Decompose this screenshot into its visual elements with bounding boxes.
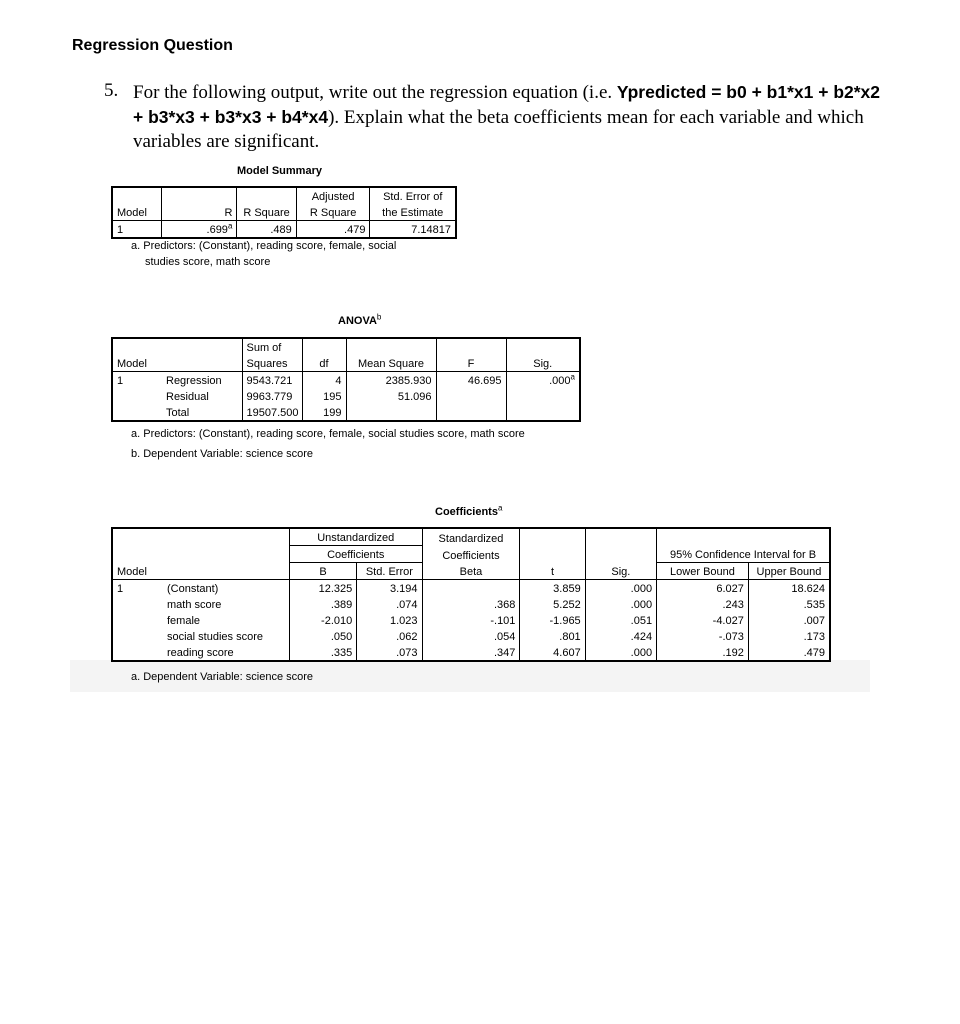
- coefficients-table: [111, 527, 831, 662]
- coef-sig: .424: [585, 628, 656, 644]
- coef-se: 1.023: [357, 612, 422, 628]
- anova-ss: 9963.779: [242, 388, 302, 404]
- coef-upper: .173: [803, 631, 825, 643]
- anova-df: 4: [302, 372, 346, 389]
- coef-label: (Constant): [163, 580, 289, 597]
- coef-row-math: [112, 596, 830, 612]
- ms-se: 7.14817: [411, 224, 451, 236]
- model-summary-header-row-2: [112, 204, 456, 221]
- model-summary-footnote-a: a. Predictors: (Constant), reading score, female, social: [131, 240, 397, 252]
- coef-b: .389: [289, 596, 356, 612]
- coef-b: .335: [289, 644, 356, 661]
- ms-header-adjusted: Adjusted: [296, 187, 370, 204]
- coef-sig: .000: [585, 580, 656, 597]
- page-heading: Regression Question: [72, 37, 233, 54]
- ms-header-se-1: Std. Error of: [383, 191, 443, 203]
- anova-header-row-1: [112, 338, 580, 355]
- anova-ss: 9543.721: [242, 372, 302, 389]
- coef-se: .074: [357, 596, 422, 612]
- ms-model: 1: [112, 221, 161, 239]
- coef-header-se: Std. Error: [357, 563, 422, 580]
- coef-upper: .535: [803, 599, 825, 611]
- ms-header-model: Model: [112, 204, 161, 221]
- anova-label: Residual: [162, 388, 242, 404]
- coef-lower: -4.027: [657, 612, 749, 628]
- ms-header-r: R: [161, 204, 237, 221]
- coef-header-upper: Upper Bound: [748, 563, 830, 580]
- coef-lower: .192: [657, 644, 749, 661]
- coef-upper: .007: [803, 615, 825, 627]
- coef-lower: .243: [657, 596, 749, 612]
- coef-header-lower: Lower Bound: [657, 563, 749, 580]
- anova-row-total: [112, 404, 580, 421]
- coef-t: -1.965: [520, 612, 585, 628]
- coef-label: social studies score: [163, 628, 289, 644]
- anova-f: [436, 404, 506, 421]
- ms-header-adj-rsq: R Square: [296, 204, 370, 221]
- ms-rsq: .489: [237, 221, 296, 239]
- coef-header-row-3: [112, 563, 830, 580]
- coef-upper: 18.624: [791, 583, 825, 595]
- coef-label: math score: [163, 596, 289, 612]
- coef-row-female: [112, 612, 830, 628]
- coef-beta: .347: [422, 644, 520, 661]
- anova-header-sig: Sig.: [506, 355, 580, 372]
- anova-model: 1: [117, 375, 124, 387]
- anova-f: [436, 388, 506, 404]
- coef-sig: .051: [585, 612, 656, 628]
- coef-b: .050: [289, 628, 356, 644]
- coef-header-unstd-2: Coefficients: [289, 546, 422, 563]
- coef-header-std-1: Standardized: [422, 528, 520, 546]
- anova-title: ANOVA$^b$: [338, 312, 382, 327]
- anova-ms: 51.096: [346, 388, 436, 404]
- anova-label: Total: [162, 404, 242, 421]
- coef-t: 3.859: [520, 580, 585, 597]
- anova-sig: [506, 404, 580, 421]
- anova-sig: [506, 388, 580, 404]
- coef-header-row-2: [112, 546, 830, 563]
- anova-label: Regression: [162, 372, 242, 389]
- coef-t: 4.607: [520, 644, 585, 661]
- coef-sig: .000: [585, 644, 656, 661]
- coef-beta: -.101: [422, 612, 520, 628]
- anova-table: [111, 337, 581, 422]
- anova-header-f: F: [436, 355, 506, 372]
- coef-beta: [422, 580, 520, 597]
- coef-sig: .000: [585, 596, 656, 612]
- ms-r: .699$^a$: [161, 221, 237, 239]
- anova-header-row-2: [112, 355, 580, 372]
- anova-sig: .000$^a$: [549, 372, 575, 387]
- anova-header-ss-1: Sum of: [242, 338, 302, 355]
- anova-row-regression: [112, 372, 580, 389]
- coef-header-beta: Beta: [422, 563, 520, 580]
- coefficients-title: Coefficients$^a$: [435, 503, 503, 518]
- coef-se: 3.194: [357, 580, 422, 597]
- model-summary-header-row-1: [112, 187, 456, 204]
- coef-t: .801: [520, 628, 585, 644]
- coef-se: .062: [357, 628, 422, 644]
- coef-row-social-studies: [112, 628, 830, 644]
- coef-lower: -.073: [657, 628, 749, 644]
- coef-header-unstd-1: Unstandardized: [289, 528, 422, 546]
- coef-row-reading: [112, 644, 830, 661]
- question-intro: For the following output, write out the regression equation (i.e.: [133, 82, 613, 103]
- coef-se: .073: [357, 644, 422, 661]
- anova-footnote-a: a. Predictors: (Constant), reading score, female, social studies score, math score: [131, 428, 525, 440]
- coef-row-constant: [112, 580, 830, 597]
- question-number: 5.: [104, 80, 119, 101]
- anova-f: 46.695: [436, 372, 506, 389]
- ms-header-rsq: R Square: [237, 204, 296, 221]
- anova-df: 199: [302, 404, 346, 421]
- coef-header-std-2: Coefficients: [422, 546, 520, 563]
- coef-upper: .479: [803, 647, 825, 659]
- anova-ms: [346, 404, 436, 421]
- question-text: [133, 80, 893, 154]
- coef-header-ci: 95% Confidence Interval for B: [657, 546, 830, 563]
- coef-header-model: Model: [112, 563, 163, 580]
- coefficients-footnote-a: a. Dependent Variable: science score: [131, 671, 314, 683]
- coef-beta: .054: [422, 628, 520, 644]
- model-summary-row: [112, 221, 456, 239]
- model-summary-table: [111, 186, 457, 239]
- coef-b: 12.325: [289, 580, 356, 597]
- anova-header-ss-2: Squares: [242, 355, 302, 372]
- ms-header-se-2: the Estimate: [370, 204, 456, 221]
- anova-ss: 19507.500: [242, 404, 302, 421]
- coef-header-b: B: [289, 563, 356, 580]
- coef-beta: .368: [422, 596, 520, 612]
- coef-model: 1: [117, 583, 124, 595]
- coef-lower: 6.027: [657, 580, 749, 597]
- anova-header-model: Model: [112, 355, 162, 372]
- anova-header-df: df: [302, 355, 346, 372]
- coef-t: 5.252: [520, 596, 585, 612]
- coef-header-t: t: [520, 563, 585, 580]
- model-summary-footnote-a-cont: studies score, math score: [145, 256, 271, 268]
- anova-row-residual: [112, 388, 580, 404]
- ms-adj-rsq: .479: [296, 221, 370, 239]
- anova-df: 195: [302, 388, 346, 404]
- coef-b: -2.010: [289, 612, 356, 628]
- regression-equation: Ypredicted = b0 + b1*x1 + b2*x2 + b3*x3 + b3*x3 + b4*x4: [133, 82, 881, 127]
- anova-ms: 2385.930: [346, 372, 436, 389]
- coef-header-sig: Sig.: [585, 563, 656, 580]
- question-outro: ). Explain what the beta coefficients mean for each variable and which variables are significant.: [133, 107, 864, 152]
- anova-footnote-b: b. Dependent Variable: science score: [131, 448, 314, 460]
- anova-header-ms: Mean Square: [346, 355, 436, 372]
- coef-label: reading score: [163, 644, 289, 661]
- model-summary-title: Model Summary: [237, 165, 322, 177]
- coef-label: female: [163, 612, 289, 628]
- coef-header-row-1: [112, 528, 830, 546]
